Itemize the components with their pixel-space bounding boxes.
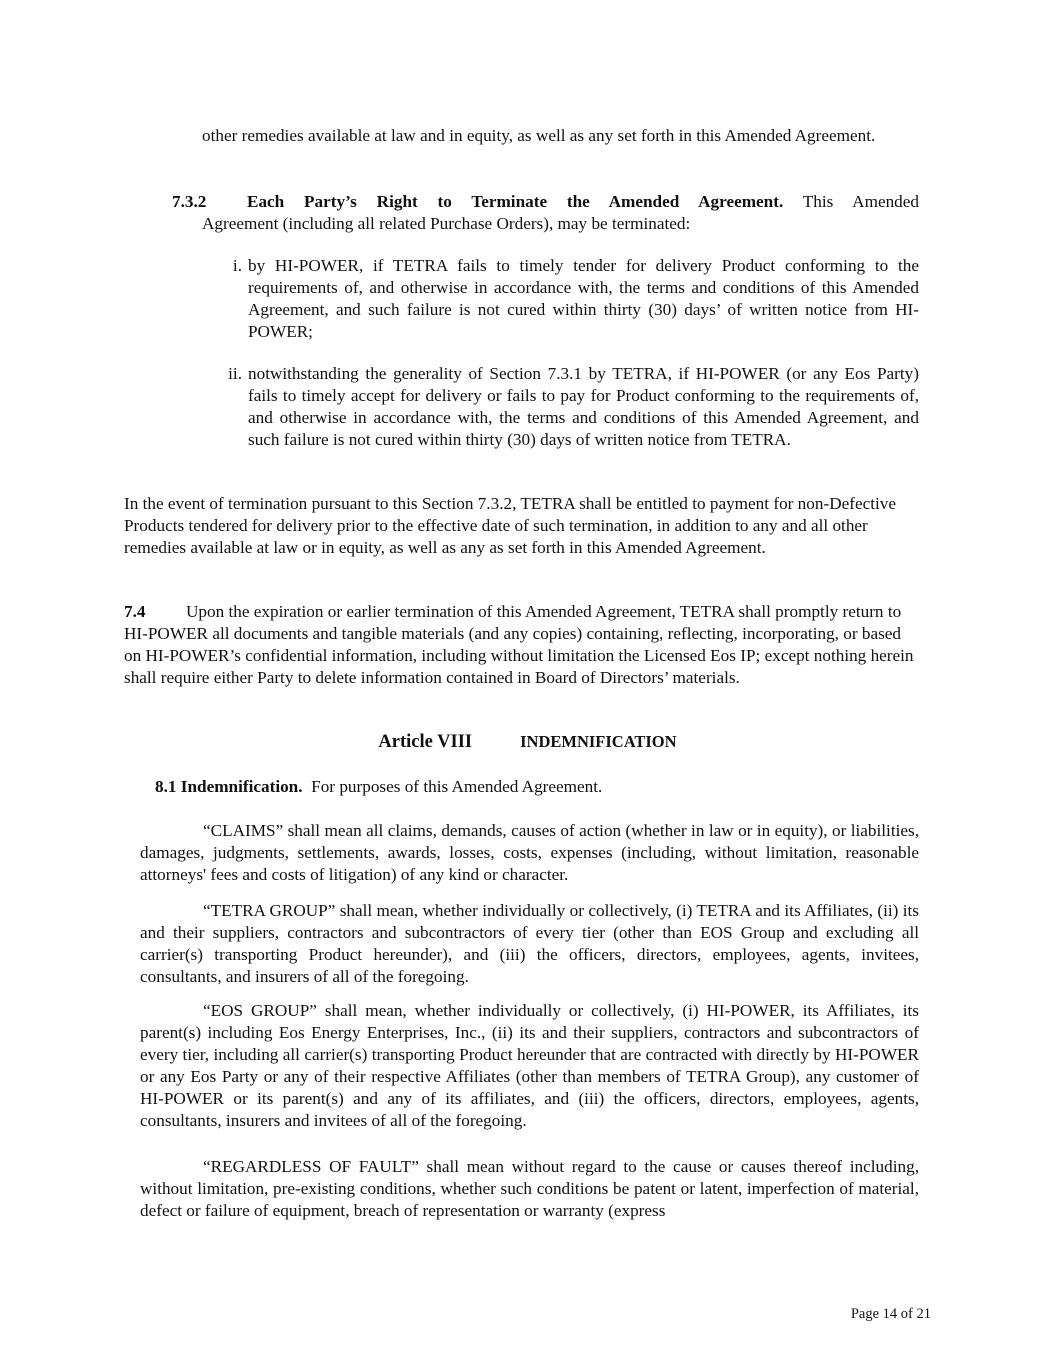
list-item-text: by HI-POWER, if TETRA fails to timely tender for delivery Product conforming to the requirements of, and otherwise in accordance with, the terms and conditions of this Amended Agreement, and such failure is not cured within thirty (30) days’ of written notice from HI-POWER;: [248, 256, 919, 341]
definition-tetra-group: “TETRA GROUP” shall mean, whether individually or collectively, (i) TETRA and its Affiliates, (ii) its and their suppliers, contractors and subcontractors of every tier (other than EOS Group and excluding all carrier(s) transporting Product hereunder), and (iii) the officers, directors, employees, agents, invitees, consultants, and insurers of all of the foregoing.: [140, 901, 919, 986]
definition-eos-group: “EOS GROUP” shall mean, whether individually or collectively, (i) HI-POWER, its Affiliates, its parent(s) including Eos Energy Enterprises, Inc., (ii) its and their suppliers, contractors and subcontractors of every tier, including all carrier(s) transporting Product hereunder that are contracted with directly by HI-POWER or any Eos Party or any of their respective Affiliates (other than members of TETRA Group), any customer of HI-POWER or its parent(s) and any of its affiliates, and (iii) the officers, directors, employees, agents, consultants, insurers and invitees of all of the foregoing.: [140, 1001, 919, 1130]
section-number: 7.3.2: [172, 192, 207, 211]
continuation-paragraph: other remedies available at law and in equity, as well as any set forth in this Amended Agreement.: [202, 126, 876, 145]
termination-paragraph: In the event of termination pursuant to this Section 7.3.2, TETRA shall be entitled to payment for non-Defective Products tendered for delivery prior to the effective date of such termination, in addition to any and all other remedies available at law or in equity, as well as any as set forth in this Amended Agreement.: [124, 494, 896, 557]
definition-claims: “CLAIMS” shall mean all claims, demands, causes of action (whether in law or in equity), or liabilities, damages, judgments, settlements, awards, losses, costs, expenses (including, without limitation, reasonable attorneys' fees and costs of litigation) of any kind or character.: [140, 821, 919, 884]
section-7-3-2: [172, 191, 919, 235]
section-text: For purposes of this Amended Agreement.: [311, 777, 603, 796]
section-intro: Agreement (including all related Purchase Orders), may be terminated:: [202, 214, 691, 233]
section-7-3-2-first-line: [172, 191, 919, 213]
list-numeral: ii.: [228, 364, 242, 383]
list-item-text: notwithstanding the generality of Section 7.3.1 by TETRA, if HI-POWER (or any Eos Party) fails to timely accept for delivery or fails to pay for Product conforming to the requirements of, and otherwise in accordance with, the terms and conditions of this Amended Agreement, and such failure is not cured within thirty (30) days of written notice from TETRA.: [248, 364, 919, 449]
section-8-1: [155, 776, 915, 798]
section-heading: Indemnification.: [180, 777, 303, 796]
section-number: 7.4: [124, 602, 146, 621]
section-heading: Each Party’s Right to Terminate the Amended Agreement.: [247, 192, 784, 211]
section-intro-tail: This Amended: [802, 192, 919, 211]
list-item: [202, 363, 919, 451]
page-number: Page 14 of 21: [850, 1306, 931, 1322]
list-numeral: i.: [232, 256, 242, 275]
article-heading: [0, 731, 1055, 753]
section-number: 8.1: [155, 777, 177, 796]
section-7-4: [124, 601, 914, 689]
section-text: Upon the expiration or earlier termination of this Amended Agreement, TETRA shall promptly return to HI-POWER all documents and tangible materials (and any copies) containing, reflecting, incorporating, or based on HI-POWER’s confidential information, including without limitation the Licensed Eos IP; except nothing herein shall require either Party to delete information contained in Board of Directors’ materials.: [124, 602, 914, 687]
article-title: INDEMNIFICATION: [520, 732, 677, 751]
list-item: [202, 255, 919, 343]
definition-regardless-of-fault: “REGARDLESS OF FAULT” shall mean without regard to the cause or causes thereof including, without limitation, pre-existing conditions, whether such conditions be patent or latent, imperfection of material, defect or failure of equipment, breach of representation or warranty (express: [140, 1157, 919, 1220]
article-label: Article VIII: [378, 732, 473, 752]
